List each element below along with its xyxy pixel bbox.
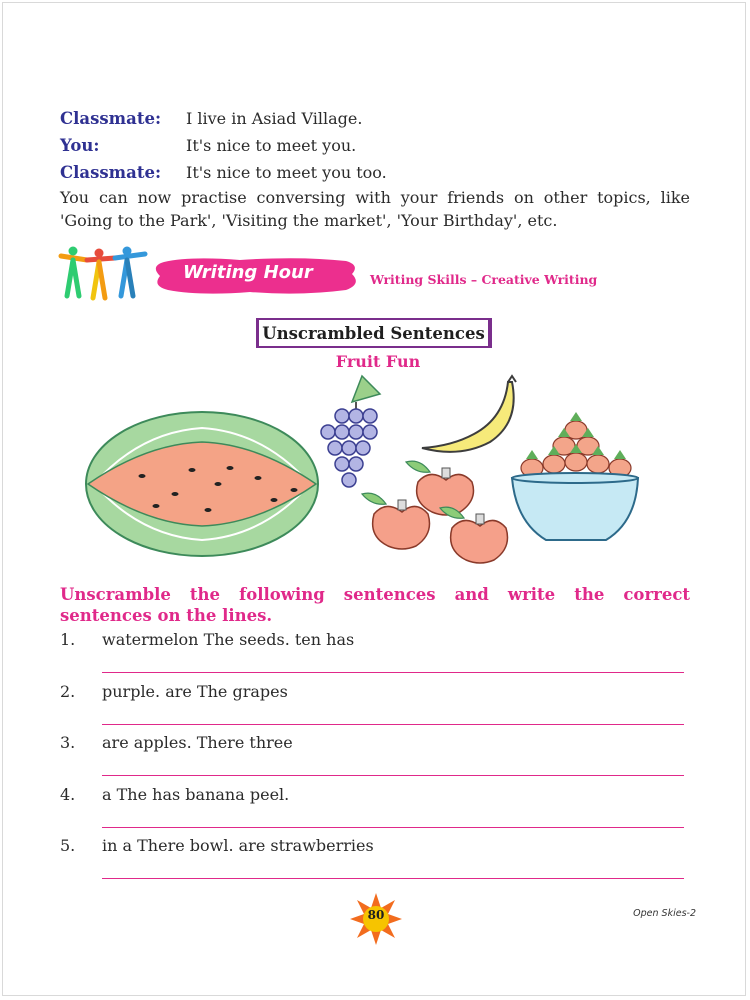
answer-line [102,672,684,673]
instruction-paragraph: You can now practise conversing with your friends on other topics, like 'Going to the Park', 'Visiting the market', 'Your Birthday', etc. [60,188,690,230]
activity-title: Unscrambled Sentences [256,318,492,348]
grapes-icon [321,376,380,487]
item-number: 5. [60,836,76,855]
exercise-instruction: Unscramble the following sentences and write the correct sentences on the lines. [60,585,690,625]
banana-icon [422,376,516,452]
strawberry-bowl-icon [512,412,638,540]
item-text: in a There bowl. are strawberries [102,836,374,855]
item-number: 1. [60,630,76,649]
dialogue-line: It's nice to meet you too. [186,163,387,182]
dialogue-speaker: Classmate: [60,109,162,128]
item-text: are apples. There three [102,733,293,752]
dialogue-line: It's nice to meet you. [186,136,357,155]
item-text: watermelon The seeds. ten has [102,630,355,649]
dialogue-line: I live in Asiad Village. [186,109,363,128]
answer-line [102,827,684,828]
children-figures-icon [57,246,149,302]
dialogue-row [60,159,700,186]
dialogue-row [60,132,700,159]
writing-hour-label: Writing Hour [183,262,313,283]
dialogue-speaker: Classmate: [60,163,162,182]
item-number: 4. [60,784,76,804]
item-number: 3. [60,733,76,752]
list-item [60,836,690,888]
item-number: 2. [60,681,76,701]
dialogue-speaker: You: [60,136,100,155]
answer-line [102,724,684,725]
page-number: 80 [367,908,385,922]
list-item [60,630,690,682]
watermelon-icon [86,412,318,556]
fruit-illustration [80,372,650,572]
answer-line [102,878,684,879]
list-item [60,682,690,734]
exercise-list [60,630,690,888]
list-item [60,785,690,837]
apples-icon [362,461,508,563]
item-text: purple. are The grapes [102,681,288,701]
book-title: Open Skies-2 [633,908,696,919]
dialogue-row [60,105,700,132]
activity-subtitle: Fruit Fun [335,352,421,371]
item-text: a The has banana peel. [102,784,290,804]
section-subtitle: Writing Skills – Creative Writing [370,272,598,287]
dialogue [60,105,700,186]
answer-line [102,775,684,776]
list-item [60,733,690,785]
